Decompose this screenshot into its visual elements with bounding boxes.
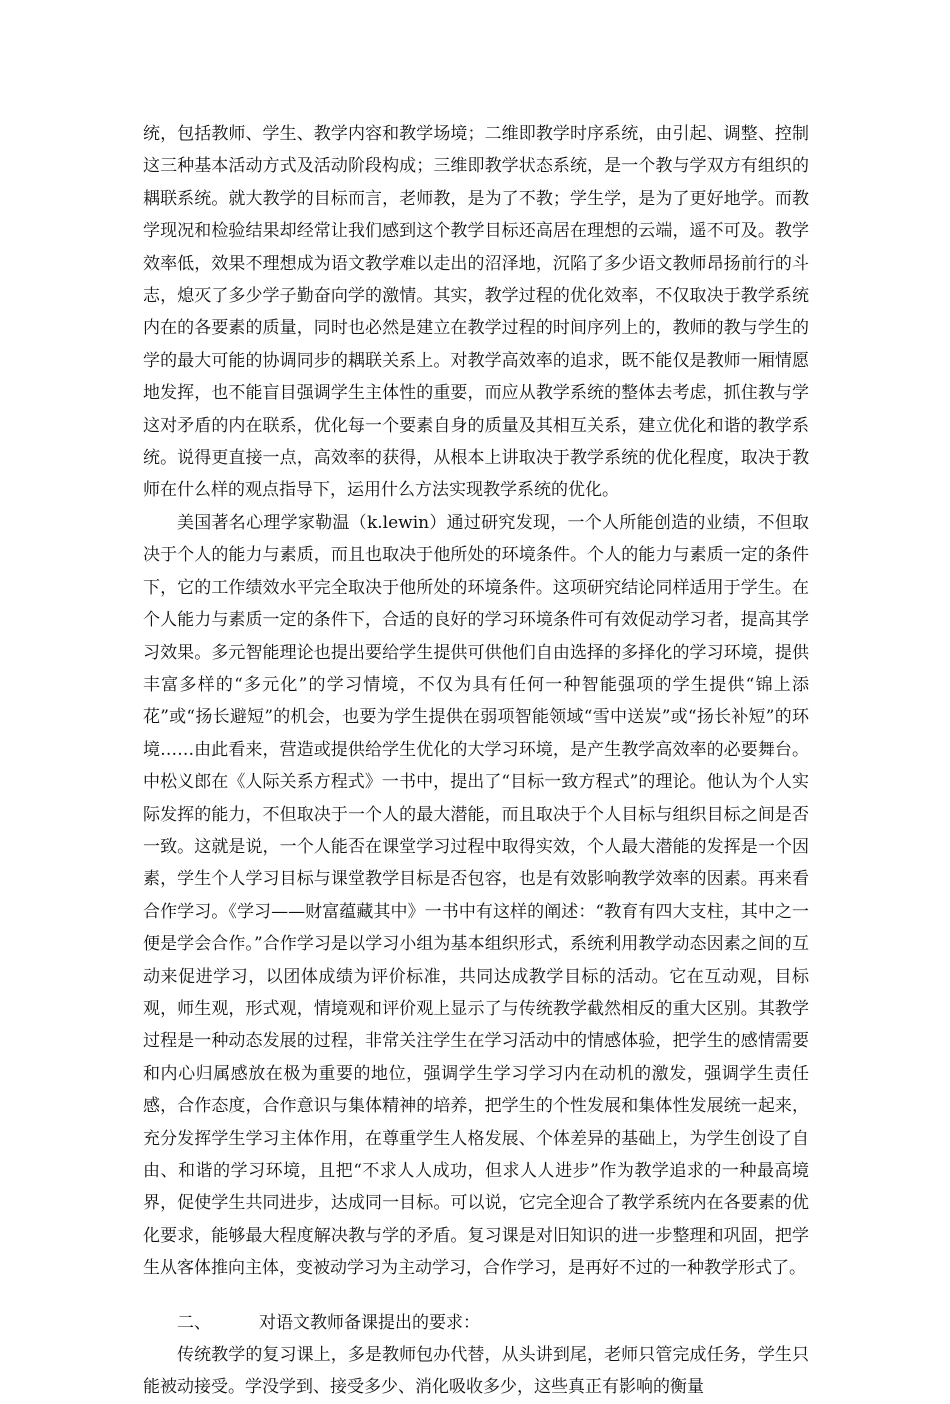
document-page bbox=[143, 118, 809, 1404]
section-title: 对语文教师备课提出的要求： bbox=[259, 1312, 480, 1333]
section-heading bbox=[143, 1307, 809, 1339]
paragraph-traditional-review: 传统教学的复习课上，多是教师包办代替，从头讲到尾，老师只管完成任务，学生只能被动接受。学没学到、接受多少、消化吸收多少，这些真正有影响的衡量 bbox=[143, 1345, 809, 1398]
section-number: 二、 bbox=[177, 1312, 211, 1333]
paragraph-teaching-system: 统，包括教师、学生、教学内容和教学场境；二维即教学时序系统，由引起、调整、控制这三种基本活动方式及活动阶段构成；三维即教学状态系统，是一个教与学双方有组织的耦联系统。就大教学的目标而言，老师教，是为了不教；学生学，是为了更好地学。而教学现况和检验结果却经常让我们感到这个教学目标还高居在理想的云端，遥不可及。教学效率低，效果不理想成为语文教学难以走出的沼泽地，沉陷了多少语文教师昂扬前行的斗志，熄灭了多少学子勤奋向学的激情。其实，教学过程的优化效率，不仅取决于教学系统内在的各要素的质量，同时也必然是建立在教学过程的时间序列上的，教师的教与学生的学的最大可能的协调同步的耦联关系上。对教学高效率的追求，既不能仅是教师一厢情愿地发挥，也不能盲目强调学生主体性的重要，而应从教学系统的整体去考虑，抓住教与学这对矛盾的内在联系，优化每一个要素自身的质量及其相互关系，建立优化和谐的教学系统。说得更直接一点，高效率的获得，从根本上讲取决于教学系统的优化程度，取决于教师在什么样的观点指导下，运用什么方法实现教学系统的优化。 bbox=[143, 124, 809, 501]
section-gap bbox=[143, 1285, 809, 1307]
paragraph-learning-environment: 美国著名心理学家勒温（k.lewin）通过研究发现，一个人所能创造的业绩，不但取决于个人的能力与素质，而且也取决于他所处的环境条件。个人的能力与素质一定的条件下，它的工作绩效水平完全取决于他所处的环境条件。这项研究结论同样适用于学生。在个人能力与素质一定的条件下，合适的良好的学习环境条件可有效促动学习者，提高其学习效果。多元智能理论也提出要给学生提供可供他们自由选择的多择化的学习环境，提供丰富多样的“多元化”的学习情境，不仅为具有任何一种智能强项的学生提供“锦上添花”或“扬长避短”的机会，也要为学生提供在弱项智能领域“雪中送炭”或“扬长补短”的环境……由此看来，营造或提供给学生优化的大学习环境，是产生教学高效率的必要舞台。中松义郎在《人际关系方程式》一书中，提出了“目标一致方程式”的理论。他认为个人实际发挥的能力，不但取决于一个人的最大潜能，而且取决于个人目标与组织目标之间是否一致。这就是说，一个人能否在课堂学习过程中取得实效，个人最大潜能的发挥是一个因素，学生个人学习目标与课堂教学目标是否包容，也是有效影响教学效率的因素。再来看合作学习。《学习——财富蕴藏其中》一书中有这样的阐述：“教育有四大支柱，其中之一便是学会合作。”合作学习是以学习小组为基本组织形式，系统利用教学动态因素之间的互动来促进学习，以团体成绩为评价标准，共同达成教学目标的活动。它在互动观，目标观，师生观，形式观，情境观和评价观上显示了与传统教学截然相反的重大区别。其教学过程是一种动态发展的过程，非常关注学生在学习活动中的情感体验，把学生的感情需要和内心归属感放在极为重要的地位，强调学生学习学习内在动机的激发，强调学生责任感，合作态度，合作意识与集体精神的培养，把学生的个性发展和集体性发展统一起来，充分发挥学生学习主体作用，在尊重学生人格发展、个体差异的基础上，为学生创设了自由、和谐的学习环境，且把“不求人人成功，但求人人进步”作为教学追求的一种最高境界，促使学生共同进步，达成同一目标。可以说，它完全迎合了教学系统内在各要素的优化要求，能够最大程度解决教与学的矛盾。复习课是对旧知识的进一步整理和巩固，把学生从客体推向主体，变被动学习为主动学习，合作学习，是再好不过的一种教学形式了。 bbox=[143, 512, 809, 1279]
